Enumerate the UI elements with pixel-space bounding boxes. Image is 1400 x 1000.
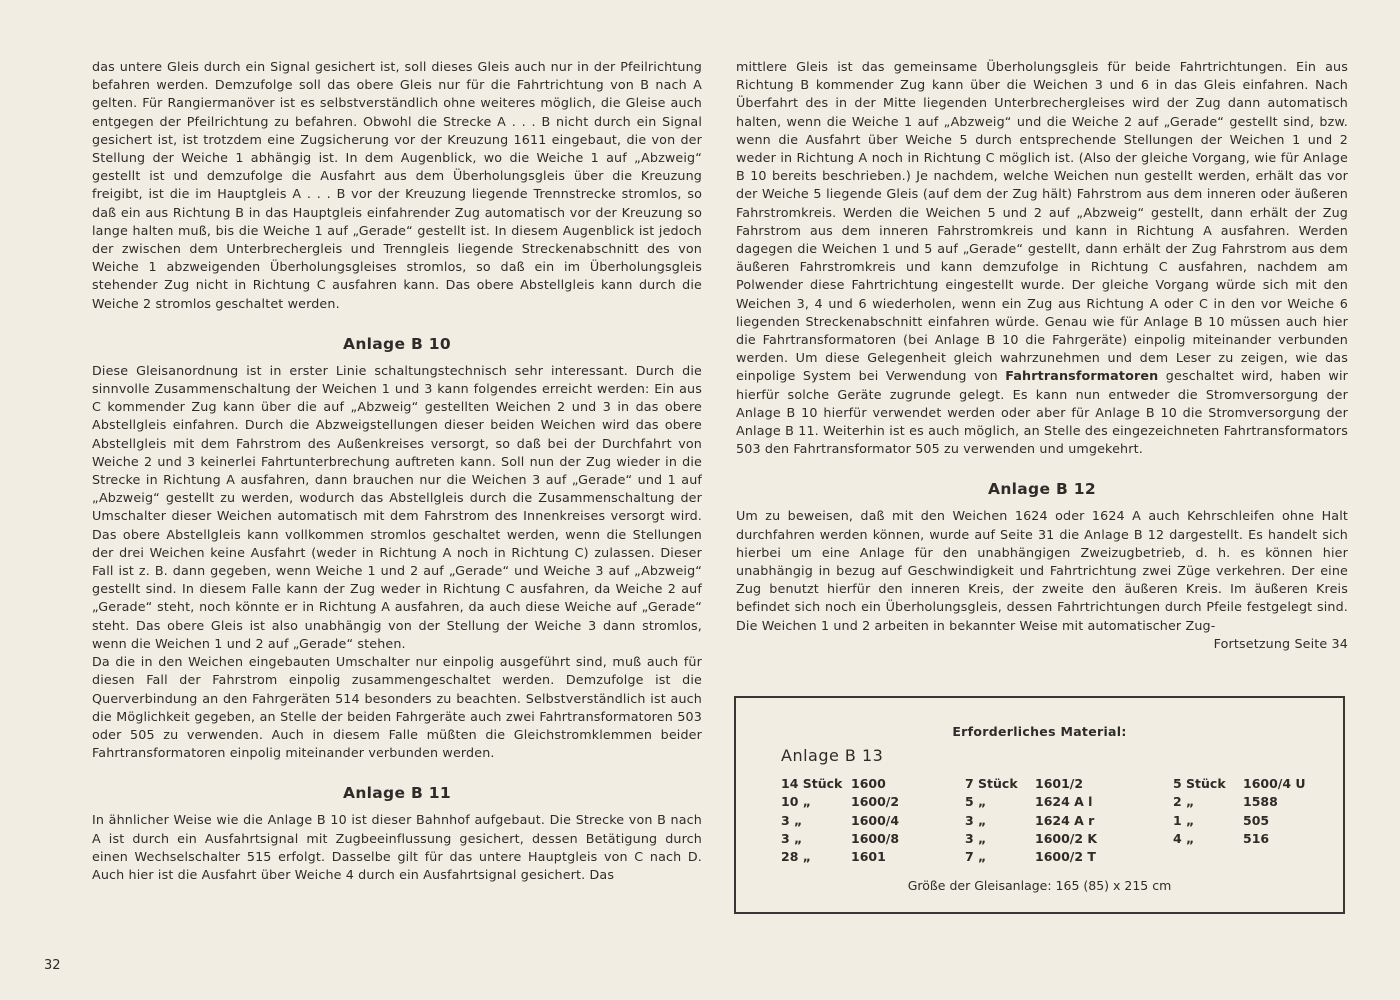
material-article: 1601 xyxy=(851,849,886,865)
material-title: Erforderliches Material: xyxy=(952,724,1127,739)
material-quantity: 3 „ xyxy=(781,812,803,828)
left-column xyxy=(92,58,702,884)
heading-anlage-b11: Anlage B 11 xyxy=(343,784,451,803)
material-article: 1600 xyxy=(851,776,886,791)
paragraph-b10-2: Da die in den Weichen eingebauten Umschalter nur einpolig ausgeführt sind, muß auch für diesen Fall der Fahrstrom einpolig zusammengeschaltet werden. Demzufolge ist die Querverbindung an den Fahrgeräten 514 besonders zu beachten. Selbstverständlich ist auch die Möglichkeit gegeben, an Stelle der beiden Fahrgeräte auch zwei Fahrtransformatoren 503 oder 505 zu verwenden. Auch in diesem Falle müßten die Gleichstromklemmen beider Fahrtransformatoren einpolig miteinander verbunden werden. xyxy=(92,654,702,761)
material-article: 1600/2 T xyxy=(1035,849,1096,865)
heading-anlage-b10: Anlage B 10 xyxy=(343,334,451,353)
paragraph-right-1 xyxy=(736,58,1348,458)
material-article: 1600/4 xyxy=(851,812,900,828)
material-quantity: 3 „ xyxy=(965,812,987,828)
material-quantity: 4 „ xyxy=(1173,830,1195,846)
material-article: 1600/2 xyxy=(851,794,900,810)
material-article: 1624 A l xyxy=(1035,794,1093,810)
paragraph-right-1-part-a: mittlere Gleis ist das gemeinsame Überholungsgleis für beide Fahrtrichtungen. Ein aus Richtung B kommender Zug kann über die Weichen 3 und 6 in das Gleis einfahren. Nach Überfahrt des in der Mitte liegenden Unterbrechergleises wird der Zug dann automatisch halten, wenn die Weiche 1 auf „Abzweig“ und die Weiche 2 auf „Gerade“ gestellt sind, bzw. wenn die Ausfahrt über Weiche 5 durch entsprechende Stellungen der Weichen 1 und 2 weder in Richtung A noch in Richtung C möglich ist. (Also der gleiche Vorgang, wie für Anlage B 10 bereits beschrieben.) Je nachdem, welche Weichen nun gestellt werden, erhält das vor der Weiche 5 liegende Gleis (auf dem der Zug hält) Fahrstrom aus dem inneren oder äußeren Fahrstromkreis. Werden die Weichen 5 und 2 auf „Abzweig“ gestellt, dann erhält der Zug Fahrstrom aus dem inneren Fahrstromkreis und kann in Richtung A ausfahren. Werden dagegen die Weichen 1 und 5 auf „Gerade“ gestellt, dann erhält der Zug Fahrstrom aus dem äußeren Fahrstromkreis und kann demzufolge in Richtung C ausfahren, nachdem am Polwender diese Fahrtrichtung eingestellt wurde. Der gleiche Vorgang würde sich mit den Weichen 3, 4 und 6 wiederholen, wenn ein Zug aus Richtung A oder C in den vor Weiche 6 liegenden Streckenabschnitt einfahren würde. Genau wie für Anlage B 10 müssen auch hier die Fahrtransformatoren (bei Anlage B 10 die Fahrgeräte) einpolig miteinander verbunden werden. Um diese Gelegenheit gleich wahrzunehmen und dem Leser zu zeigen, wie das einpolige System bei Verwendung von xyxy=(736,59,1348,384)
material-article: 516 xyxy=(1243,830,1270,846)
material-article: 1624 A r xyxy=(1035,812,1095,828)
paragraph-b12-1: Um zu beweisen, daß mit den Weichen 1624 oder 1624 A auch Kehrschleifen ohne Halt durchfahren werden können, wurde auf Seite 31 die Anlage B 12 dargestellt. Es handelt sich hierbei um eine Anlage für den unabhängigen Zweizugbetrieb, d. h. es können hier unabhängig in bezug auf Geschwindigkeit und Fahrtrichtung zwei Züge verkehren. Der eine Zug benutzt hierfür den inneren Kreis, der zweite den äußeren Kreis. Im äußeren Kreis befindet sich noch ein Überholungsgleis, dessen Fahrtrichtungen durch Pfeile festgelegt sind. Die Weichen 1 und 2 arbeiten in bekannter Weise mit automatischer Zug- xyxy=(736,508,1348,633)
material-quantity: 10 „ xyxy=(781,794,811,810)
material-article: 1600/8 xyxy=(851,830,900,846)
paragraph-b10-1: Diese Gleisanordnung ist in erster Linie schaltungstechnisch sehr interessant. Durch die sinnvolle Zusammenschaltung der Weichen 1 und 3 kann folgendes erreicht werden: Ein aus C kommender Zug kann über die auf „Abzweig“ gestellten Weichen 2 und 3 in das obere Abstellgleis einfahren. Durch die Abzweigstellungen dieser beiden Weichen wird das obere Abstellgleis mit dem Fahrstrom des Außenkreises versorgt, so daß bei der Durchfahrt von Weiche 2 und 3 keinerlei Fahrtunterbrechung auftreten kann. Soll nun der Zug wieder in die Strecke in Richtung A ausfahren, dann brauchen nur die Weichen 3 auf „Gerade“ und 1 auf „Abzweig“ gestellt zu werden, wodurch das Abstellgleis durch die Zusammenschaltung der Umschalter dieser Weichen automatisch mit dem Fahrstrom des Innenkreises versorgt wird. Das obere Abstellgleis kann vollkommen stromlos geschaltet werden, wenn die Stellungen der drei Weichen keine Ausfahrt (weder in Richtung A noch in Richtung C) zulassen. Dieser Fall ist z. B. dann gegeben, wenn Weiche 1 und 2 auf „Gerade“ und Weiche 3 auf „Abzweig“ gestellt sind. In diesem Falle kann der Zug weder in Richtung C ausfahren, da Weiche 2 auf „Gerade“ steht, noch könnte er in Richtung A ausfahren, da auch diese Weiche auf „Gerade“ steht. Das obere Gleis ist also unabhängig von der Stellung der Weiche 3 dann stromlos, wenn die Weichen 1 und 2 auf „Gerade“ stehen. xyxy=(92,362,702,651)
material-quantity: 14 Stück xyxy=(781,776,843,791)
material-article: 1600/2 K xyxy=(1035,830,1098,846)
paragraph-left-1: das untere Gleis durch ein Signal gesichert ist, soll dieses Gleis auch nur in der Pfeilrichtung befahren werden. Demzufolge soll das obere Gleis nur für die Fahrtrichtung von B nach A gelten. Für Rangiermanöver ist es selbstverständlich ohne weiteres möglich, die Gleise auch entgegen der Pfeilrichtung zu befahren. Obwohl die Strecke A . . . B nicht durch ein Signal gesichert ist, ist trotzdem eine Zugsicherung vor der Kreuzung 1611 eingebaut, die von der Stellung der Weiche 1 abhängig ist. In dem Augenblick, wo die Weiche 1 auf „Abzweig“ gestellt ist und demzufolge die Ausfahrt aus dem Überholungsgleis über die Kreuzung freigibt, ist die im Hauptgleis A . . . B vor der Kreuzung liegende Trennstrecke stromlos, so daß ein aus Richtung B in das Hauptgleis einfahrender Zug automatisch vor der Kreuzung so lange halten muß, bis die Weiche 1 auf „Gerade“ gestellt ist. In diesem Augenblick ist jedoch der zwischen dem Unterbrechergleis und Trenngleis liegende Streckenabschnitt des von Weiche 1 abzweigenden Überholungsgleises stromlos, so daß ein im Überholungsgleis stehender Zug nicht in Richtung C ausfahren kann. Das obere Abstellgleis kann durch die Weiche 2 stromlos geschaltet werden. xyxy=(92,59,702,311)
material-article: 1601/2 xyxy=(1035,776,1084,791)
material-quantity: 5 „ xyxy=(965,794,987,810)
continuation-note: Fortsetzung Seite 34 xyxy=(1213,635,1348,651)
material-box xyxy=(734,696,1345,914)
material-quantity: 1 „ xyxy=(1173,812,1195,828)
right-column xyxy=(736,58,1348,653)
material-quantity: 7 „ xyxy=(965,849,987,865)
page-number: 32 xyxy=(44,958,61,973)
material-quantity: 3 „ xyxy=(781,830,803,846)
material-footer: Größe der Gleisanlage: 165 (85) x 215 cm xyxy=(907,878,1172,893)
material-quantity: 3 „ xyxy=(965,830,987,846)
heading-anlage-b12: Anlage B 12 xyxy=(988,480,1096,499)
bold-term-fahrtransformatoren: Fahrtransformatoren xyxy=(1005,368,1159,384)
material-article: 1600/4 U xyxy=(1243,776,1306,791)
material-quantity: 7 Stück xyxy=(965,776,1018,791)
material-quantity: 5 Stück xyxy=(1173,776,1226,791)
material-article: 505 xyxy=(1243,812,1270,828)
material-quantity: 2 „ xyxy=(1173,794,1195,810)
material-quantity: 28 „ xyxy=(781,849,811,865)
paragraph-right-1-part-b: geschaltet wird, haben wir hierfür solche Geräte zugrunde gelegt. Es kann nun entweder die Stromversorgung der Anlage B 10 hierfür verwendet werden oder aber für Anlage B 10 die Stromversorgung der Anlage B 11. Weiterhin ist es auch möglich, an Stelle des eingezeichneten Fahrtransformators 503 den Fahrtransformator 505 zu verwenden und umgekehrt. xyxy=(736,368,1349,457)
material-subtitle: Anlage B 13 xyxy=(781,746,884,765)
paragraph-b11-1: In ähnlicher Weise wie die Anlage B 10 ist dieser Bahnhof aufgebaut. Die Strecke von B nach A ist durch ein Ausfahrtsignal mit Zugbeeinflussung gesichert, dessen Betätigung durch einen Wechselschalter 515 erfolgt. Dasselbe gilt für das untere Hauptgleis von C nach D. Auch hier ist die Ausfahrt über Weiche 4 durch ein Ausfahrtsignal gesichert. Das xyxy=(92,812,702,882)
material-article: 1588 xyxy=(1243,794,1278,810)
